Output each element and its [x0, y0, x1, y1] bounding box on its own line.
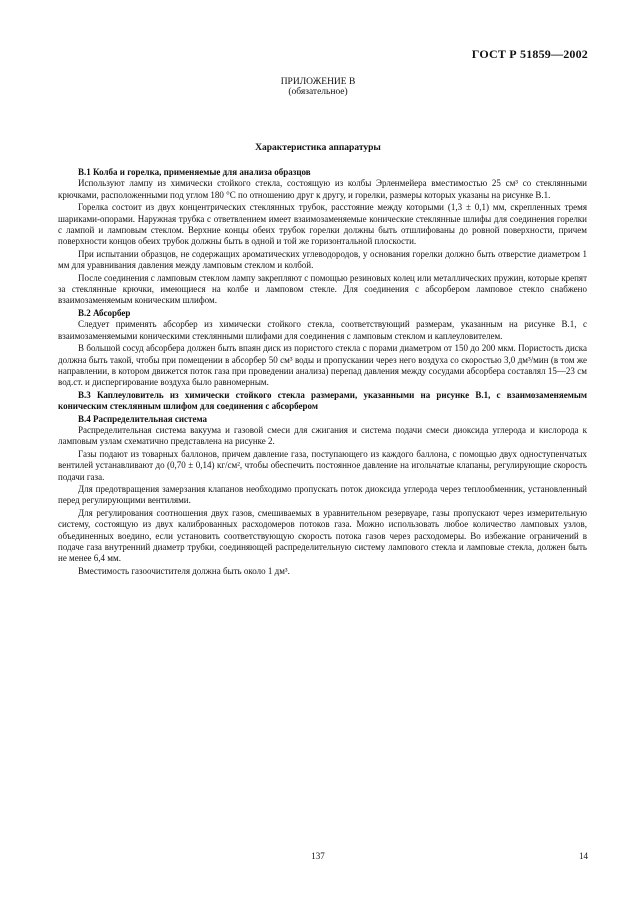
paragraph: Используют лампу из химически стойкого стекла, состоящую из колбы Эрленмейера вместимостью 25 см³ со стеклянными крючками, расположенными под углом 180 °С по отношению друг к другу, и горелки, размеры которых указаны на рисунке В.1. [58, 178, 587, 200]
section-heading: В.1 Колба и горелка, применяемые для анализа образцов [78, 167, 311, 177]
standard-designation: ГОСТ Р 51859—2002 [471, 47, 588, 61]
paragraph: Распределительная система вакуума и газовой смеси для сжигания и система подачи смеси диоксида углерода и кислорода к ламповым узлам схематично представлена на рисунке 2. [58, 424, 587, 447]
paragraph: Для регулирования соотношения двух газов, смешиваемых в уравнительном резервуаре, газы пропускают через измерительную систему, состоящую из двух калиброванных расходомеров потоков газа. Можно использовать любое количество ламповых узлов, объединенных воедино, если установить соответствующую скорость потока газов через расходомеры. Во избежание ограничений в подаче газа внутренний диаметр трубки, соединяющей распределительную систему лампового стекла и ламповые стекла, должен быть не менее 6,4 мм. [58, 507, 587, 564]
section-b1 [58, 167, 587, 307]
section-heading: В.4 Распределительная система [78, 413, 208, 424]
section-heading: В.2 Абсорбер [78, 307, 131, 318]
section-b2 [58, 308, 587, 389]
paragraph: Для предотвращения замерзания клапанов необходимо пропускать поток диоксида углерода через теплообменник, установленный перед регулирующими вентилями. [58, 483, 587, 506]
appendix-heading [0, 77, 636, 97]
appendix-status: (обязательное) [288, 87, 348, 97]
paragraph: После соединения с ламповым стеклом лампу закрепляют с помощью резиновых колец или металлических пружин, которые крепят за стеклянные крючки, имеющиеся на колбе и ламповом стекле. Для соединения с абсорбером ламповое стекло снабжено взаимозаменяемым коническим шлифом. [58, 272, 587, 306]
paragraph: При испытании образцов, не содержащих ароматических углеводородов, у основания горелки должно быть отверстие диаметром 1 мм для уравнивания давления между ламповым стеклом и колбой. [58, 248, 587, 271]
paragraph: Следует применять абсорбер из химически стойкого стекла, соответствующий размерам, указанным на рисунке В.1, с взаимозаменяемыми коническими стеклянными шлифами для соединения с ламповым стеклом и каплеуловителем. [58, 319, 587, 341]
page-number: 137 [311, 851, 325, 861]
section-heading: В.3 Каплеуловитель из химически стойкого стекла размерами, указанными на рисунке В.1, с взаимозаменяемым коническим стеклянным шлифом для соединения с абсорбером [58, 389, 587, 412]
paragraph: Газы подают из товарных баллонов, причем давление газа, поступающего из каждого баллона, с помощью двух одноступенчатых вентилей устанавливают до (0,70 ± 0,14) кг/см², чтобы обеспечить постоянное давление на игольчатые клапаны, регулирующие скорость подачи газа. [58, 448, 587, 482]
paragraph: В большой сосуд абсорбера должен быть впаян диск из пористого стекла с порами диаметром от 150 до 200 мкм. Пористость диска должна быть такой, чтобы при помещении в абсорбер 50 см³ воды и пропускании через него воздуха со скоростью 3,0 дм³/мин (в том же направлении, в котором движется поток газа при проведении анализа) перепад давления между сосудами абсорбера составлял 15—23 см вод.ст. и диспергирование воздуха было равномерным. [58, 343, 587, 388]
section-b3 [58, 390, 587, 413]
sheet-number: 14 [579, 851, 588, 861]
appendix-title: ПРИЛОЖЕНИЕ В [280, 77, 356, 87]
document-body [58, 166, 587, 577]
paragraph: Горелка состоит из двух концентрических стеклянных трубок, расстояние между которыми (1,3 ± 0,1) мм, скрепленных тремя шариками-опорами. Наружная трубка с ответвлением имеет взаимозаменяемые конические стеклянные шлифы для соединения горелки с лампой и ламповым стеклом. Верхние концы обеих трубок горелки должны быть отшлифованы до ровной поверхности, причем поверхности концов обеих трубок должны быть в одной и той же горизонтальной плоскости. [58, 202, 587, 247]
section-title: Характеристика аппаратуры [255, 143, 381, 153]
section-b4 [58, 414, 587, 578]
paragraph: Вместимость газоочистителя должна быть около 1 дм³. [78, 565, 290, 576]
